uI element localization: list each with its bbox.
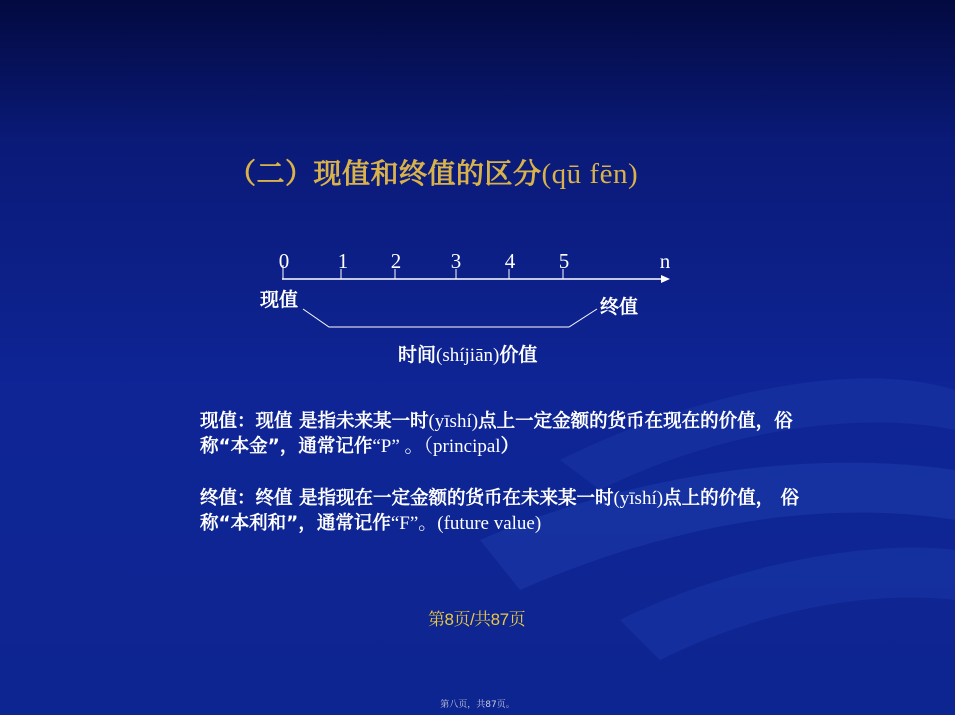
future-def-symbol: “F”。 [390,513,438,534]
present-def-text-a: 现值：现值 是指未来某一时 [200,411,429,432]
present-def-english: principal [433,436,501,457]
time-value-text: 时间 [398,344,437,366]
present-def-text-c: “本金”，通常记作 [218,436,373,457]
tick-label-2: 2 [390,249,402,273]
tick-label-n: n [659,249,671,273]
future-value-label: 终值 [600,296,639,318]
title-pinyin: (qū fēn) [541,158,639,190]
tick-label-5: 5 [558,249,570,273]
tick-label-4: 4 [504,249,516,273]
tick-label-1: 1 [337,249,349,273]
future-def-pinyin: (yīshí) [613,488,664,509]
page-number: 第8页/共87页 [428,610,526,629]
time-value-pinyin: (shíjiān) [436,345,500,366]
value-bracket [303,309,597,327]
present-value-definition [200,409,800,459]
present-def-text-b: 点上一定金额的货币在现在的价值，俗称 [200,411,793,457]
future-value-definition [200,486,800,536]
present-value-label: 现值 [260,289,299,311]
present-def-pinyin: (yīshí) [428,411,479,432]
timeline-arrowhead [661,275,670,283]
present-def-symbol: “P” 。（ [372,436,434,457]
title-main: （二）现值和终值的区分 [228,157,542,190]
tick-label-3: 3 [450,249,462,273]
future-def-text-c: “本利和”，通常记作 [218,513,391,534]
future-def-text-b: 点上的价值， 俗称 [200,488,800,534]
future-def-english: (future value) [437,513,542,534]
present-def-close: ） [500,436,520,457]
future-def-text-a: 终值：终值 是指现在一定金额的货币在未来某一时 [200,488,614,509]
time-value-suffix: 价值 [499,344,538,366]
time-value-label [398,340,537,367]
tick-label-0: 0 [278,249,290,273]
footer-text: 第八页，共87页。 [440,700,515,710]
